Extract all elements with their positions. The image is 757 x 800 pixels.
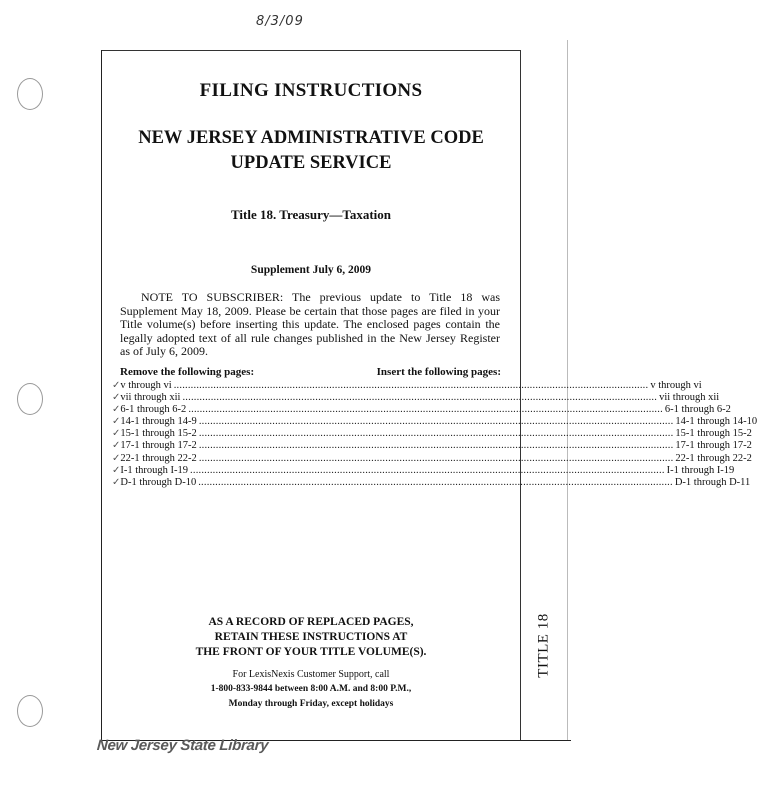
page-row <box>112 404 731 416</box>
remove-pages: 6-1 through 6-2 <box>120 404 187 416</box>
checkmark-icon: ✓ <box>112 392 121 404</box>
insert-pages: 22-1 through 22-2 <box>675 452 752 464</box>
insert-pages: 17-1 through 17-2 <box>675 440 752 452</box>
checkmark-icon: ✓ <box>112 428 121 440</box>
checkmark-icon: ✓ <box>112 452 121 464</box>
checkmark-icon: ✓ <box>112 416 121 428</box>
insert-pages: 15-1 through 15-2 <box>675 428 752 440</box>
page-row <box>112 428 752 440</box>
customer-support <box>101 667 521 712</box>
record-line: THE FRONT OF YOUR TITLE VOLUME(S). <box>195 646 427 658</box>
pages-list <box>112 380 757 489</box>
remove-header: Remove the following pages: <box>120 366 255 378</box>
dot-leader: ........................................................................................................................................................................ <box>173 380 649 391</box>
checkmark-icon: ✓ <box>112 476 121 488</box>
remove-pages: D-1 through D-10 <box>120 476 197 488</box>
checkmark-icon: ✓ <box>112 464 121 476</box>
title-subtitle: Title 18. Treasury—Taxation <box>231 207 391 222</box>
record-line: RETAIN THESE INSTRUCTIONS AT <box>214 631 408 643</box>
support-hours: Monday through Friday, except holidays <box>228 699 394 709</box>
binder-hole <box>17 695 43 727</box>
dot-leader: ........................................................................................................................................................................ <box>190 464 665 476</box>
support-line: For LexisNexis Customer Support, call <box>232 669 390 680</box>
page-title: FILING INSTRUCTIONS <box>199 80 423 101</box>
checkmark-icon: ✓ <box>112 440 121 452</box>
checkmark-icon: ✓ <box>112 404 121 416</box>
title-tab <box>522 610 566 680</box>
insert-header: Insert the following pages: <box>376 366 501 378</box>
page-row <box>112 380 702 392</box>
dot-leader: ........................................................................................................................................................................ <box>188 404 663 416</box>
insert-pages: I-1 through I-19 <box>666 464 735 476</box>
remove-pages: 15-1 through 15-2 <box>120 428 197 440</box>
page-row <box>112 476 751 489</box>
remove-pages: I-1 through I-19 <box>120 464 189 476</box>
insert-pages: vii through xii <box>659 392 720 404</box>
subscriber-note: NOTE TO SUBSCRIBER: The previous update to Title 18 was Supplement May 18, 2009. Please be certain that those pages are filed in your Title volume(s) before inserting this update. The enclosed pages contain the legally adopted text of all rule changes published in the New Jersey Register as of July 6, 2009. <box>120 290 500 358</box>
supplement-date: Supplement July 6, 2009 <box>250 264 372 276</box>
tab-label: TITLE 18 <box>535 612 552 678</box>
insert-pages: 6-1 through 6-2 <box>664 404 731 416</box>
dot-leader: ........................................................................................................................................................................ <box>198 428 674 440</box>
handwritten-date: 8/3/09 <box>256 14 304 29</box>
remove-pages: 22-1 through 22-2 <box>120 452 197 464</box>
page-row <box>112 440 752 452</box>
binder-hole <box>17 383 43 415</box>
dot-leader: ........................................................................................................................................................................ <box>198 416 674 428</box>
dot-leader: ........................................................................................................................................................................ <box>198 476 673 488</box>
insert-pages: D-1 through D-11 <box>674 476 751 488</box>
remove-pages: 17-1 through 17-2 <box>120 440 197 452</box>
insert-pages: 14-1 through 14-10 <box>675 416 757 428</box>
pages-header <box>120 366 501 378</box>
remove-pages: vii through xii <box>120 392 181 404</box>
dot-leader: ........................................................................................................................................................................ <box>182 392 658 404</box>
remove-pages: 14-1 through 14-9 <box>120 416 197 428</box>
dot-leader: ........................................................................................................................................................................ <box>198 452 674 464</box>
binder-hole <box>17 78 43 110</box>
library-stamp: New Jersey State Library <box>96 737 269 754</box>
code-title-line: NEW JERSEY ADMINISTRATIVE CODE <box>138 128 484 148</box>
code-title-line: UPDATE SERVICE <box>230 153 392 173</box>
page-row <box>112 392 720 404</box>
insert-pages: v through vi <box>650 380 702 391</box>
page-row <box>112 452 752 465</box>
dot-leader: ........................................................................................................................................................................ <box>198 440 674 452</box>
support-phone: 1-800-833-9844 between 8:00 A.M. and 8:00 P.M., <box>210 684 412 694</box>
page-border-top <box>101 50 521 51</box>
record-instructions <box>101 615 521 660</box>
remove-pages: v through vi <box>120 380 172 391</box>
record-line: AS A RECORD OF REPLACED PAGES, <box>208 616 414 628</box>
page-row <box>112 464 735 477</box>
checkmark-icon: ✓ <box>112 380 121 391</box>
page-row <box>112 416 757 428</box>
code-title <box>101 126 521 176</box>
